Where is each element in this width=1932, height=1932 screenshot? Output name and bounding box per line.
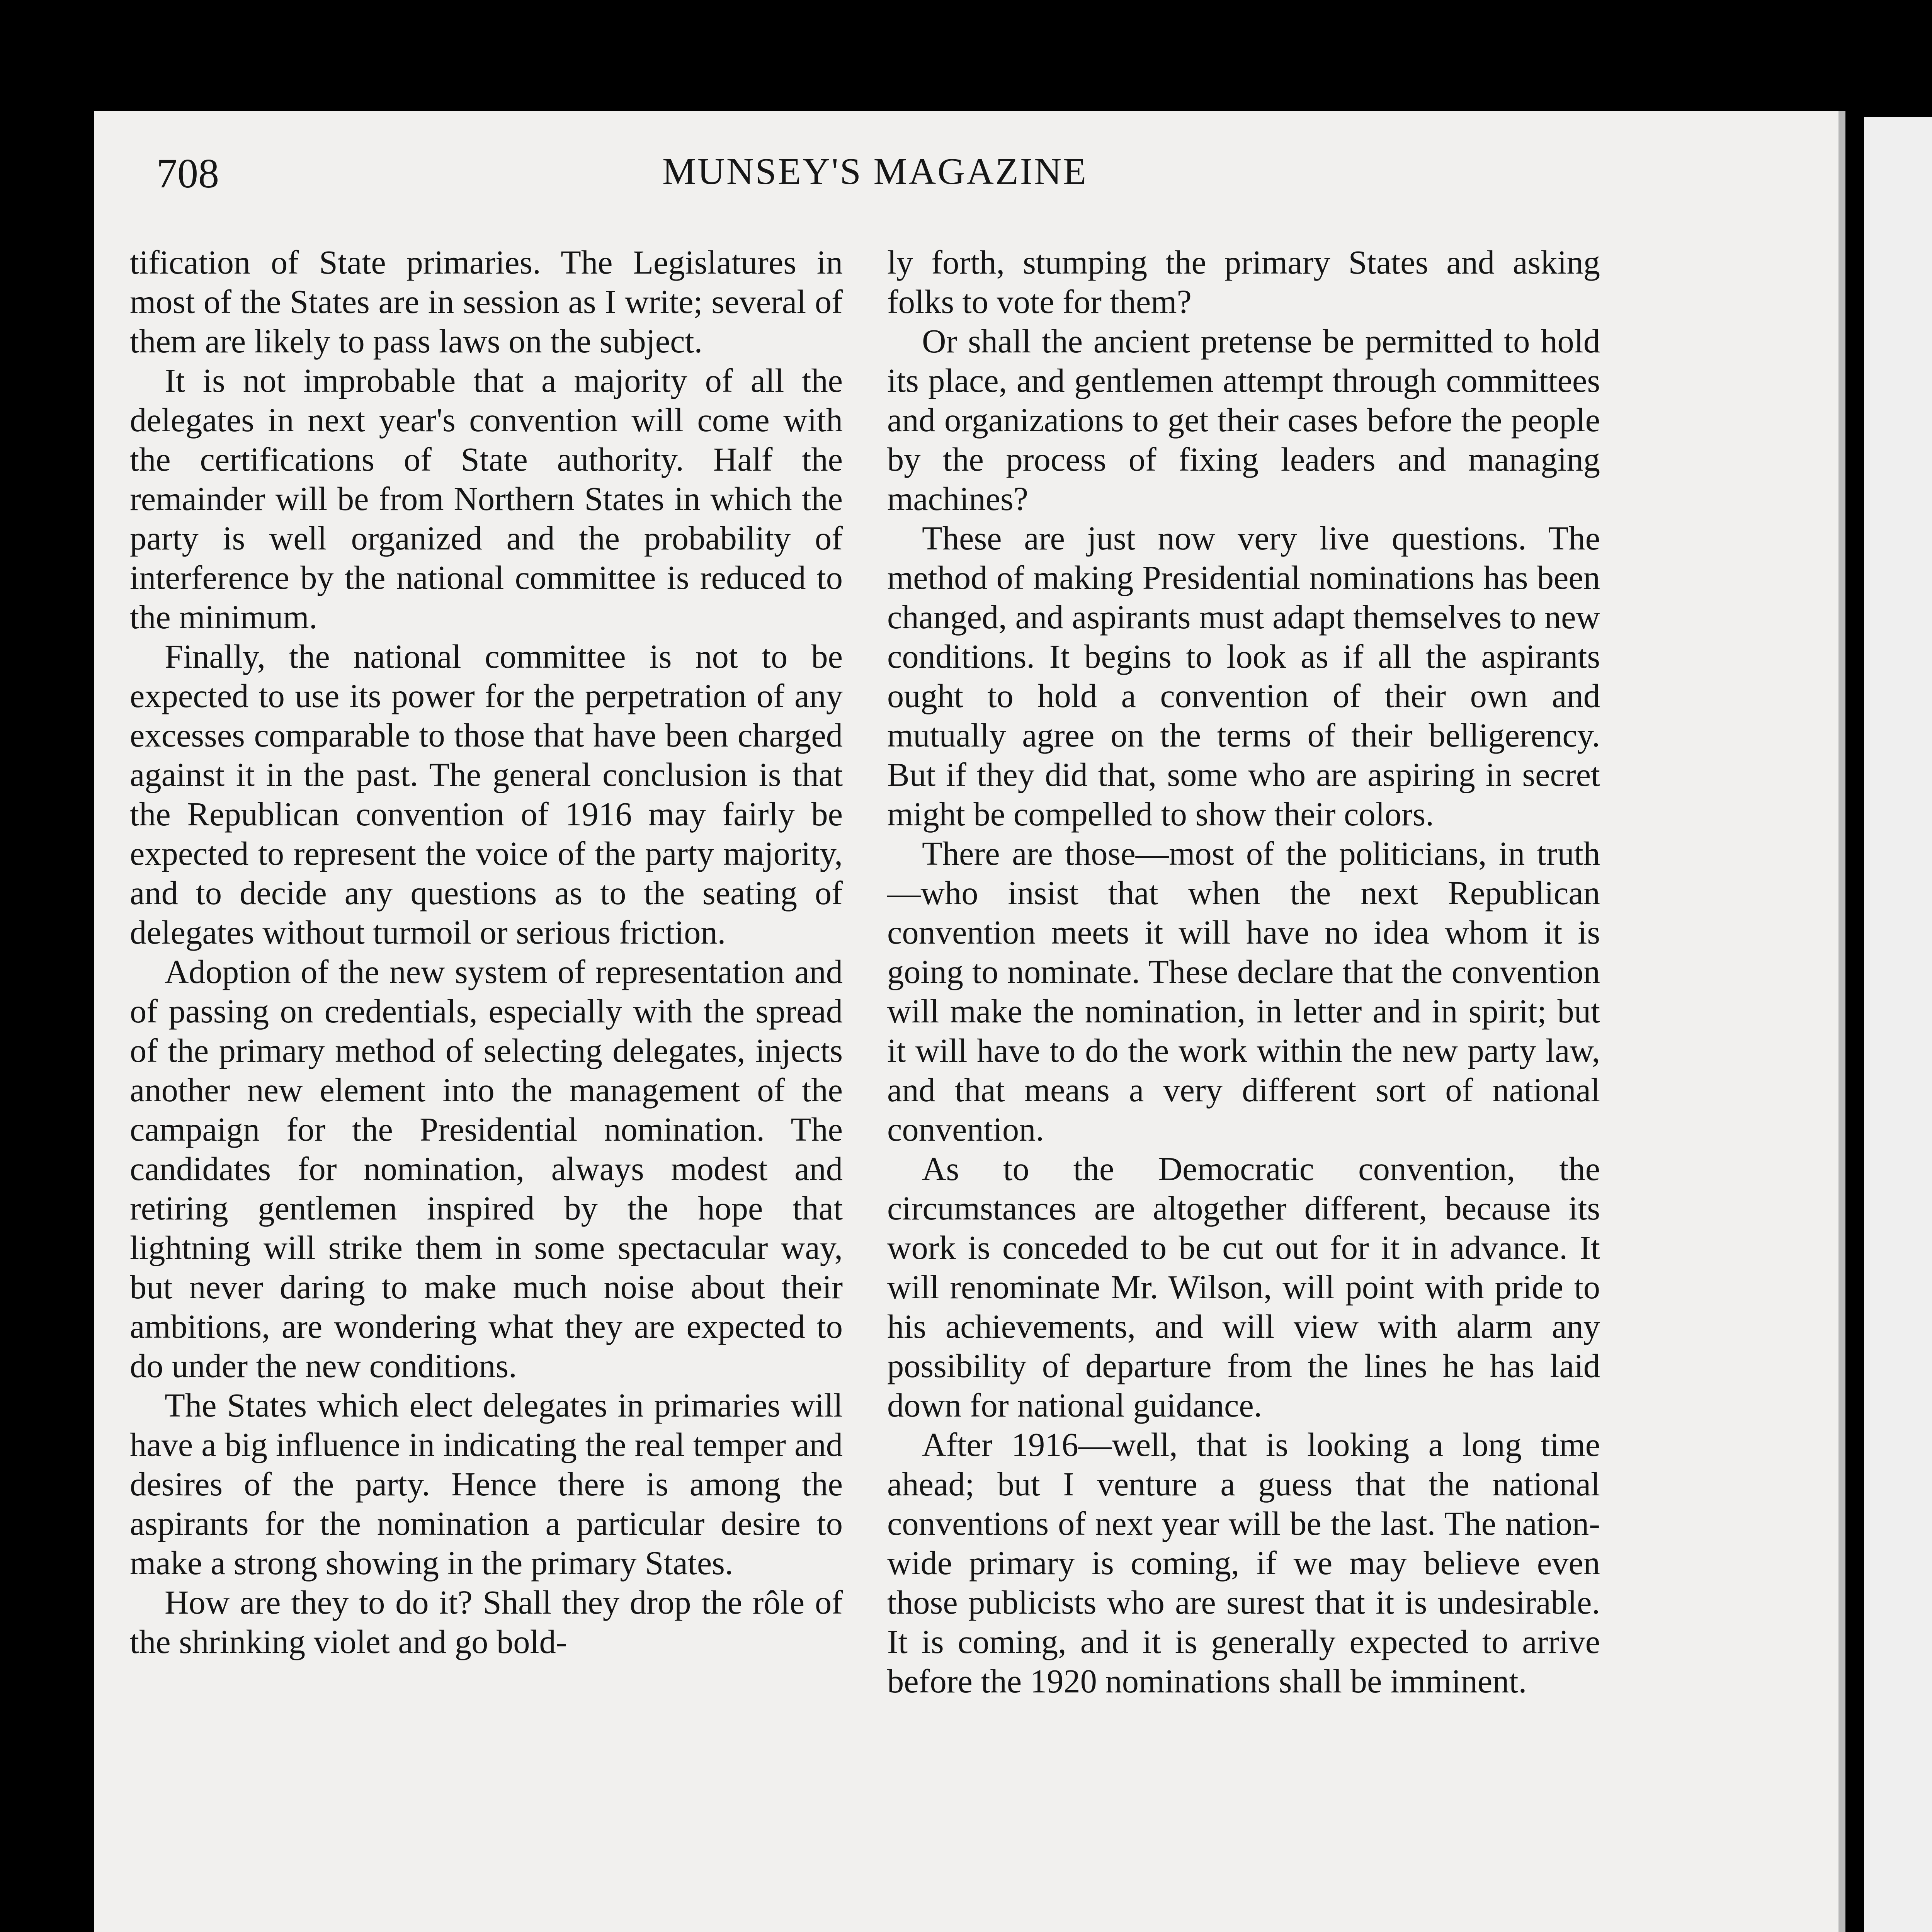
paragraph: There are those—most of the politicians, in truth—who insist that when the next Republican convention meets it will have no idea whom it is going to nominate. These declare that the convention will make the nomination, in letter and in spirit; but it will have to do the work within the new party law, and that means a very different sort of national convention.	[887, 835, 1600, 1148]
paragraph: Finally, the national committee is not to be expected to use its power for the perpetration of any excesses comparable to those that have been charged against it in the past. The general conclusion is that the Republican convention of 1916 may fairly be expected to represent the voice of the party majority, and to decide any questions as to the seating of delegates without turmoil or serious friction.	[130, 638, 843, 951]
running-head	[0, 150, 1932, 196]
paragraph: It is not improbable that a majority of all the delegates in next year's convention will come with the certifications of State authority. Half the remainder will be from Northern States in which the party is well organized and the probability of interference by the national committee is reduced to the minimum.	[130, 362, 843, 636]
paragraph: Adoption of the new system of representation and of passing on credentials, especially with the spread of the primary method of selecting delegates, injects another new element into the management of the campaign for the Presidential nomination. The candidates for nomination, always modest and retiring gentlemen inspired by the hope that lightning will strike them in some spectacular way, but never daring to make much noise about their ambitions, are wondering what they are expected to do under the new conditions.	[130, 953, 843, 1384]
paragraph: The States which elect delegates in primaries will have a big influence in indicating the real temper and desires of the party. Hence there is among the aspirants for the nomination a particular desire to make a strong showing in the primary States.	[130, 1387, 843, 1582]
left-column	[130, 243, 843, 1662]
paragraph: How are they to do it? Shall they drop the rôle of the shrinking violet and go bold-	[130, 1584, 843, 1660]
right-column	[887, 243, 1600, 1701]
paragraph: tification of State primaries. The Legislatures in most of the States are in session as I write; several of them are likely to pass laws on the subject.	[130, 244, 843, 360]
paragraph: Or shall the ancient pretense be permitted to hold its place, and gentlemen attempt through committees and organizations to get their cases before the people by the process of fixing leaders and managing machines?	[887, 323, 1600, 517]
magazine-title: MUNSEY'S MAGAZINE	[662, 151, 1088, 192]
paragraph: These are just now very live questions. The method of making Presidential nominations has been changed, and aspirants must adapt themselves to new conditions. It begins to look as if all the aspirants ought to hold a convention of their own and mutually agree on the terms of their belligerency. But if they did that, some who are aspiring in secret might be compelled to show their colors.	[887, 520, 1600, 833]
page-number: 708	[156, 151, 219, 197]
paragraph: As to the Democratic convention, the circumstances are altogether different, because its work is conceded to be cut out for it in advance. It will renominate Mr. Wilson, will point with pride to his achievements, and will view with alarm any possibility of departure from the lines he has laid down for national guidance.	[887, 1150, 1600, 1424]
paragraph: After 1916—well, that is looking a long time ahead; but I venture a guess that the national conventions of next year will be the last. The nation-wide primary is coming, if we may believe even those publicists who are surest that it is undesirable. It is coming, and it is generally expected to arrive before the 1920 nominations shall be imminent.	[887, 1426, 1600, 1700]
paragraph: ly forth, stumping the primary States and asking folks to vote for them?	[887, 244, 1600, 320]
article-body	[0, 243, 1932, 1932]
